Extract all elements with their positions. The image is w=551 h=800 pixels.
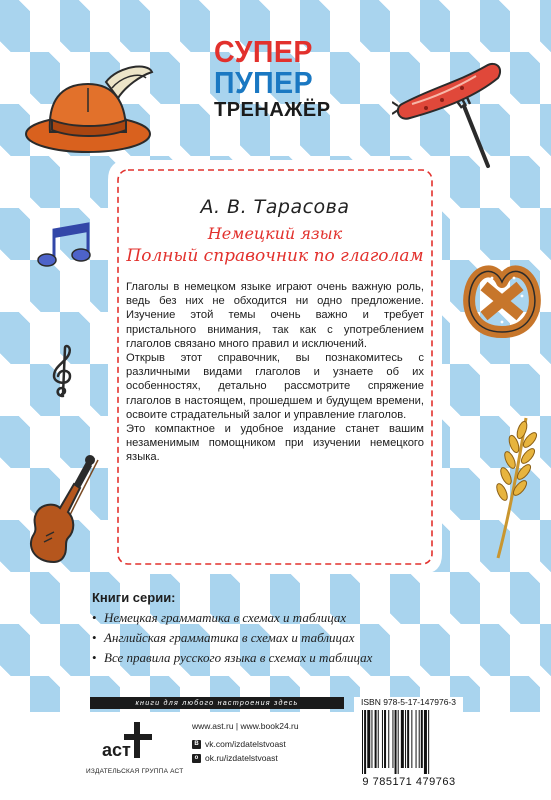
- series-logo-line2: ПУПЕР: [214, 65, 314, 100]
- publisher-links: [192, 719, 299, 765]
- music-note-icon: [34, 222, 96, 270]
- series-logo-line1: СУПЕР: [214, 34, 313, 69]
- annotation-paragraph: Глаголы в немецком языке играют очень важную роль, ведь без них не обходится ни одно предложение. Изучение этой темы очень важно и требует пристального внимания, так как с употреблением глаголов связано много правил и исключений.: [126, 281, 424, 350]
- violin-icon: [24, 452, 116, 570]
- book-title-line1: Немецкий язык: [207, 224, 343, 243]
- publisher-logo-text: аст: [102, 740, 131, 760]
- ok-icon: о: [192, 754, 201, 763]
- websites: www.ast.ru | www.book24.ru: [192, 721, 299, 731]
- series-logo: [214, 36, 331, 121]
- wheat-icon: [486, 410, 538, 560]
- annotation-text: [126, 280, 424, 465]
- ok-link[interactable]: о ok.ru/izdatelstvoast: [192, 751, 299, 765]
- list-item: • Немецкая грамматика в схемах и таблицах: [92, 610, 347, 625]
- tagline-bar: книги для любого настроения здесь: [90, 697, 344, 709]
- hat-icon: [22, 62, 162, 158]
- treble-clef-icon: [50, 344, 76, 400]
- ast-logo: [100, 718, 156, 766]
- sausage-fork-icon: [392, 48, 512, 178]
- annotation-paragraph: Это компактное и удобное издание станет вашим незаменимым помощником при изучении немецкого языка.: [126, 423, 424, 464]
- annotation-card: [108, 160, 442, 574]
- vk-icon: В: [192, 740, 201, 749]
- list-item: • Английская грамматика в схемах и таблицах: [92, 630, 355, 645]
- publisher-name: ИЗДАТЕЛЬСКАЯ ГРУППА АСТ: [86, 768, 184, 775]
- barcode-digits: 9 785171 479763: [362, 776, 456, 788]
- book-title-line2: Полный справочник по глаголам: [126, 246, 424, 266]
- annotation-paragraph: Открыв этот справочник, вы познакомитесь с различными видами глаголов и узнаете об их особенностях, детально рассмотрите спряжение глаголов в настоящем, прошедшем и будущем времени, освоите страдательный залог и управление глаголов.: [126, 352, 424, 421]
- isbn-text: ISBN 978-5-17-147976-3: [361, 697, 456, 707]
- series-logo-line3: ТРЕНАЖЁР: [214, 99, 331, 121]
- series-books-list: [92, 608, 472, 668]
- pretzel-icon: [462, 256, 542, 340]
- author-name: А. В. Тарасова: [200, 196, 350, 218]
- series-books-heading: Книги серии:: [92, 590, 176, 605]
- series-books: [92, 590, 472, 668]
- barcode: [360, 710, 458, 774]
- vk-link[interactable]: В vk.com/izdatelstvoast: [192, 737, 299, 751]
- list-item: • Все правила русского языка в схемах и таблицах: [92, 650, 373, 665]
